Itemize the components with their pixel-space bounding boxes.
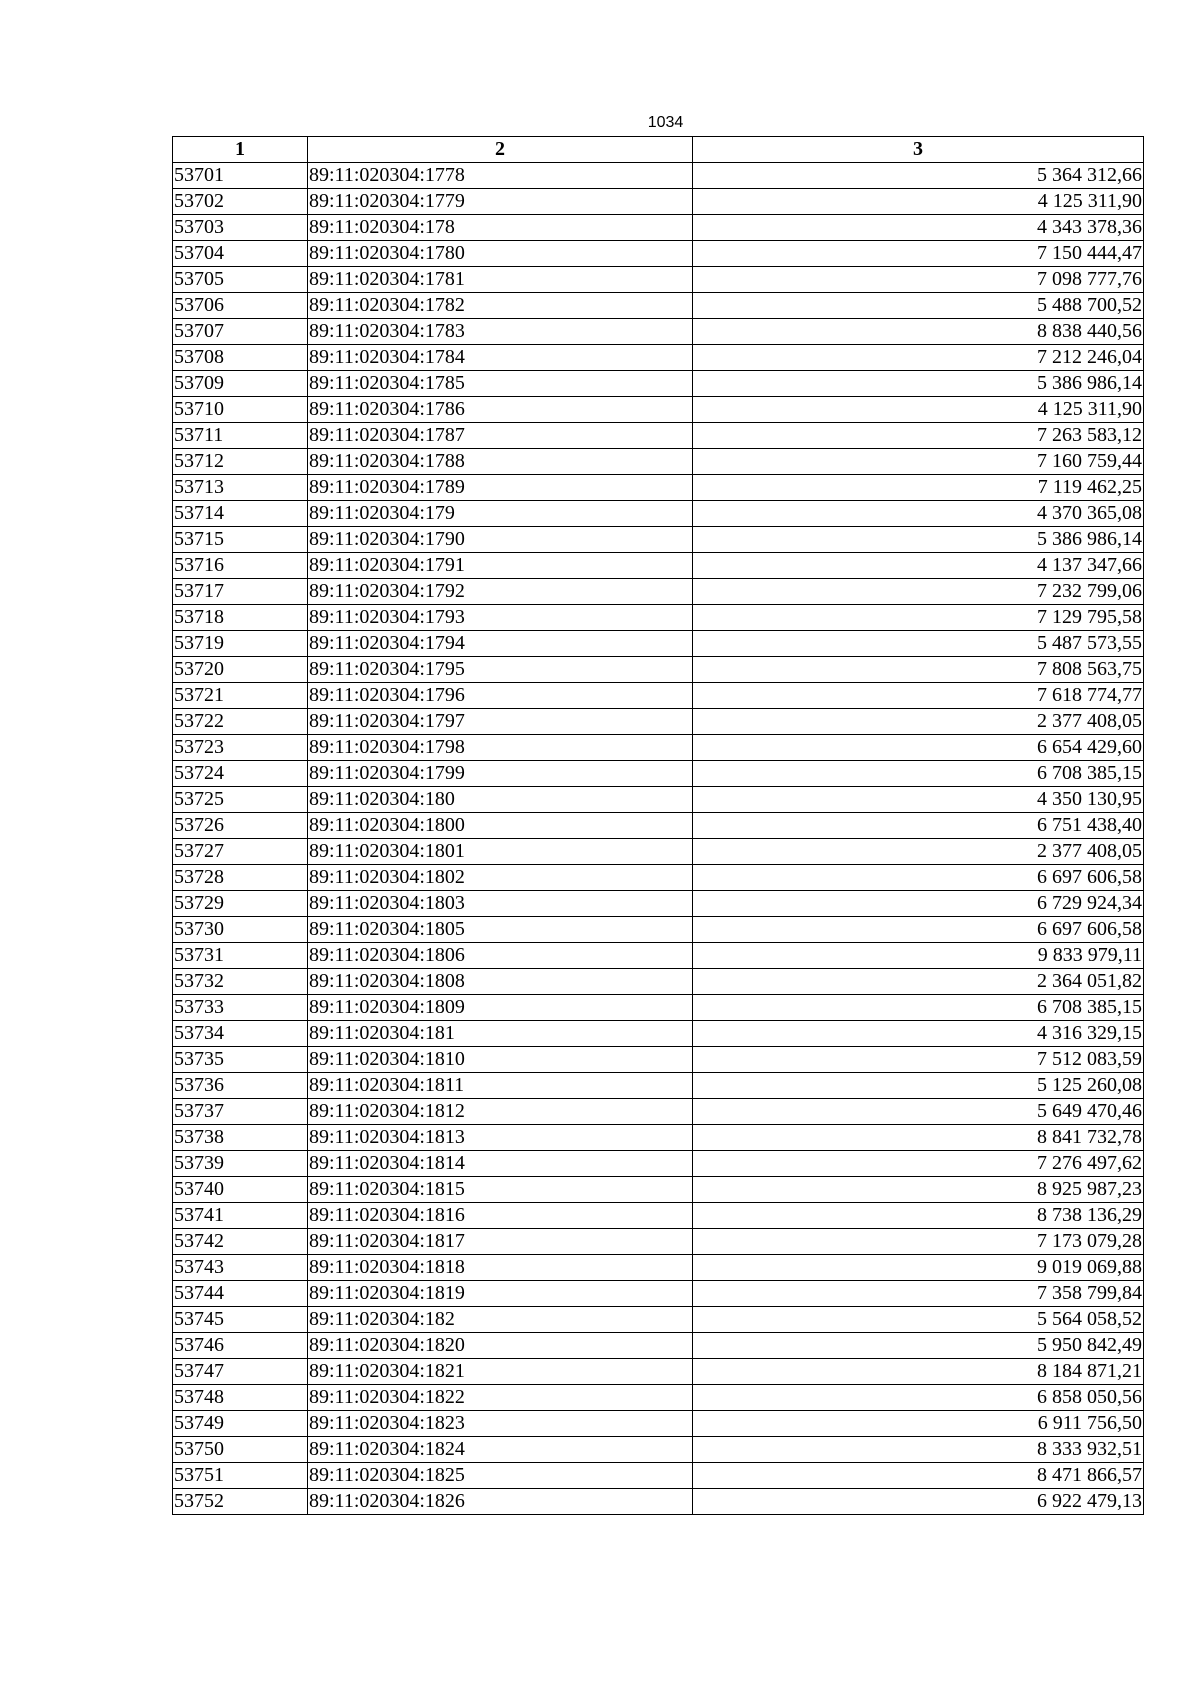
row-number-cell: 53705	[173, 267, 308, 293]
value-cell: 2 377 408,05	[693, 709, 1144, 735]
row-number-cell: 53741	[173, 1203, 308, 1229]
value-cell: 5 649 470,46	[693, 1099, 1144, 1125]
cadastral-number-cell: 89:11:020304:1798	[308, 735, 693, 761]
cadastral-number-cell: 89:11:020304:1826	[308, 1489, 693, 1515]
cadastral-number-cell: 89:11:020304:181	[308, 1021, 693, 1047]
value-cell: 7 618 774,77	[693, 683, 1144, 709]
table-row	[173, 345, 1144, 371]
table-row	[173, 813, 1144, 839]
value-cell: 4 343 378,36	[693, 215, 1144, 241]
row-number-cell: 53704	[173, 241, 308, 267]
value-cell: 6 697 606,58	[693, 917, 1144, 943]
cadastral-number-cell: 89:11:020304:1823	[308, 1411, 693, 1437]
table-row	[173, 397, 1144, 423]
row-number-cell: 53745	[173, 1307, 308, 1333]
value-cell: 7 358 799,84	[693, 1281, 1144, 1307]
value-cell: 6 708 385,15	[693, 761, 1144, 787]
column-header-1: 1	[173, 137, 308, 163]
cadastral-number-cell: 89:11:020304:1817	[308, 1229, 693, 1255]
cadastral-number-cell: 89:11:020304:1808	[308, 969, 693, 995]
row-number-cell: 53728	[173, 865, 308, 891]
table-row	[173, 995, 1144, 1021]
cadastral-number-cell: 89:11:020304:1779	[308, 189, 693, 215]
table-row	[173, 241, 1144, 267]
table-row	[173, 319, 1144, 345]
cadastral-number-cell: 89:11:020304:1816	[308, 1203, 693, 1229]
row-number-cell: 53737	[173, 1099, 308, 1125]
cadastral-number-cell: 89:11:020304:1793	[308, 605, 693, 631]
table-row	[173, 1229, 1144, 1255]
table-row	[173, 735, 1144, 761]
table-row	[173, 1073, 1144, 1099]
row-number-cell: 53712	[173, 449, 308, 475]
cadastral-number-cell: 89:11:020304:1794	[308, 631, 693, 657]
cadastral-number-cell: 89:11:020304:1784	[308, 345, 693, 371]
table-row	[173, 1047, 1144, 1073]
table-row	[173, 709, 1144, 735]
cadastral-number-cell: 89:11:020304:1800	[308, 813, 693, 839]
page-number: 1034	[647, 114, 684, 131]
cadastral-number-cell: 89:11:020304:1810	[308, 1047, 693, 1073]
cadastral-number-cell: 89:11:020304:1782	[308, 293, 693, 319]
row-number-cell: 53751	[173, 1463, 308, 1489]
table-row	[173, 1489, 1144, 1515]
cadastral-number-cell: 89:11:020304:1811	[308, 1073, 693, 1099]
row-number-cell: 53719	[173, 631, 308, 657]
table-row	[173, 553, 1144, 579]
table-row	[173, 189, 1144, 215]
row-number-cell: 53715	[173, 527, 308, 553]
cadastral-number-cell: 89:11:020304:1820	[308, 1333, 693, 1359]
cadastral-number-cell: 89:11:020304:1812	[308, 1099, 693, 1125]
table-row	[173, 1437, 1144, 1463]
value-cell: 7 212 246,04	[693, 345, 1144, 371]
row-number-cell: 53748	[173, 1385, 308, 1411]
row-number-cell: 53747	[173, 1359, 308, 1385]
table-row	[173, 865, 1144, 891]
cadastral-number-cell: 89:11:020304:1796	[308, 683, 693, 709]
value-cell: 9 833 979,11	[693, 943, 1144, 969]
row-number-cell: 53711	[173, 423, 308, 449]
value-cell: 6 708 385,15	[693, 995, 1144, 1021]
cadastral-number-cell: 89:11:020304:178	[308, 215, 693, 241]
value-cell: 7 808 563,75	[693, 657, 1144, 683]
value-cell: 4 316 329,15	[693, 1021, 1144, 1047]
row-number-cell: 53714	[173, 501, 308, 527]
table-row	[173, 1411, 1144, 1437]
table-row	[173, 969, 1144, 995]
row-number-cell: 53702	[173, 189, 308, 215]
row-number-cell: 53734	[173, 1021, 308, 1047]
table-row	[173, 761, 1144, 787]
table-row	[173, 1281, 1144, 1307]
row-number-cell: 53716	[173, 553, 308, 579]
row-number-cell: 53722	[173, 709, 308, 735]
row-number-cell: 53707	[173, 319, 308, 345]
cadastral-number-cell: 89:11:020304:1790	[308, 527, 693, 553]
table-header-row	[173, 137, 1144, 163]
value-cell: 5 487 573,55	[693, 631, 1144, 657]
table-row	[173, 293, 1144, 319]
row-number-cell: 53743	[173, 1255, 308, 1281]
cadastral-number-cell: 89:11:020304:1780	[308, 241, 693, 267]
cadastral-number-cell: 89:11:020304:1825	[308, 1463, 693, 1489]
row-number-cell: 53742	[173, 1229, 308, 1255]
value-cell: 6 729 924,34	[693, 891, 1144, 917]
row-number-cell: 53724	[173, 761, 308, 787]
row-number-cell: 53713	[173, 475, 308, 501]
table-row	[173, 1359, 1144, 1385]
value-cell: 7 173 079,28	[693, 1229, 1144, 1255]
row-number-cell: 53749	[173, 1411, 308, 1437]
cadastral-number-cell: 89:11:020304:1799	[308, 761, 693, 787]
cadastral-number-cell: 89:11:020304:1792	[308, 579, 693, 605]
row-number-cell: 53752	[173, 1489, 308, 1515]
value-cell: 4 350 130,95	[693, 787, 1144, 813]
cadastral-number-cell: 89:11:020304:1821	[308, 1359, 693, 1385]
cadastral-number-cell: 89:11:020304:1806	[308, 943, 693, 969]
cadastral-number-cell: 89:11:020304:1813	[308, 1125, 693, 1151]
cadastral-number-cell: 89:11:020304:1805	[308, 917, 693, 943]
value-cell: 5 386 986,14	[693, 371, 1144, 397]
cadastral-number-cell: 89:11:020304:1814	[308, 1151, 693, 1177]
table-row	[173, 1463, 1144, 1489]
value-cell: 6 922 479,13	[693, 1489, 1144, 1515]
row-number-cell: 53733	[173, 995, 308, 1021]
cadastral-number-cell: 89:11:020304:1803	[308, 891, 693, 917]
table-row	[173, 1255, 1144, 1281]
cadastral-number-cell: 89:11:020304:1783	[308, 319, 693, 345]
value-cell: 7 150 444,47	[693, 241, 1144, 267]
row-number-cell: 53701	[173, 163, 308, 189]
row-number-cell: 53727	[173, 839, 308, 865]
table-row	[173, 163, 1144, 189]
table-row	[173, 1333, 1144, 1359]
row-number-cell: 53703	[173, 215, 308, 241]
cadastral-number-cell: 89:11:020304:179	[308, 501, 693, 527]
table-row	[173, 1385, 1144, 1411]
table-row	[173, 267, 1144, 293]
table-row	[173, 943, 1144, 969]
table-row	[173, 683, 1144, 709]
table-row	[173, 1177, 1144, 1203]
value-cell: 8 838 440,56	[693, 319, 1144, 345]
column-header-3: 3	[693, 137, 1144, 163]
value-cell: 4 125 311,90	[693, 397, 1144, 423]
table-row	[173, 449, 1144, 475]
cadastral-number-cell: 89:11:020304:1795	[308, 657, 693, 683]
cadastral-number-cell: 89:11:020304:1797	[308, 709, 693, 735]
cadastral-number-cell: 89:11:020304:1818	[308, 1255, 693, 1281]
cadastral-number-cell: 89:11:020304:1781	[308, 267, 693, 293]
row-number-cell: 53735	[173, 1047, 308, 1073]
value-cell: 8 471 866,57	[693, 1463, 1144, 1489]
row-number-cell: 53750	[173, 1437, 308, 1463]
cadastral-number-cell: 89:11:020304:1778	[308, 163, 693, 189]
cadastral-number-cell: 89:11:020304:1786	[308, 397, 693, 423]
table-row	[173, 657, 1144, 683]
value-cell: 8 925 987,23	[693, 1177, 1144, 1203]
table-row	[173, 371, 1144, 397]
row-number-cell: 53723	[173, 735, 308, 761]
row-number-cell: 53731	[173, 943, 308, 969]
cadastral-number-cell: 89:11:020304:1815	[308, 1177, 693, 1203]
table-row	[173, 1021, 1144, 1047]
row-number-cell: 53746	[173, 1333, 308, 1359]
table-row	[173, 917, 1144, 943]
row-number-cell: 53720	[173, 657, 308, 683]
row-number-cell: 53726	[173, 813, 308, 839]
cadastral-number-cell: 89:11:020304:1822	[308, 1385, 693, 1411]
value-cell: 9 019 069,88	[693, 1255, 1144, 1281]
table-row	[173, 1099, 1144, 1125]
value-cell: 4 370 365,08	[693, 501, 1144, 527]
value-cell: 6 911 756,50	[693, 1411, 1144, 1437]
table-row	[173, 1125, 1144, 1151]
value-cell: 6 751 438,40	[693, 813, 1144, 839]
data-table	[172, 136, 1144, 1515]
cadastral-number-cell: 89:11:020304:1824	[308, 1437, 693, 1463]
cadastral-number-cell: 89:11:020304:1785	[308, 371, 693, 397]
table-row	[173, 605, 1144, 631]
row-number-cell: 53725	[173, 787, 308, 813]
row-number-cell: 53738	[173, 1125, 308, 1151]
table-row	[173, 579, 1144, 605]
table-row	[173, 423, 1144, 449]
value-cell: 5 386 986,14	[693, 527, 1144, 553]
value-cell: 6 697 606,58	[693, 865, 1144, 891]
row-number-cell: 53729	[173, 891, 308, 917]
row-number-cell: 53706	[173, 293, 308, 319]
value-cell: 6 858 050,56	[693, 1385, 1144, 1411]
value-cell: 8 841 732,78	[693, 1125, 1144, 1151]
value-cell: 7 160 759,44	[693, 449, 1144, 475]
value-cell: 5 564 058,52	[693, 1307, 1144, 1333]
value-cell: 2 377 408,05	[693, 839, 1144, 865]
table-row	[173, 1151, 1144, 1177]
value-cell: 4 137 347,66	[693, 553, 1144, 579]
value-cell: 4 125 311,90	[693, 189, 1144, 215]
value-cell: 7 119 462,25	[693, 475, 1144, 501]
cadastral-number-cell: 89:11:020304:1789	[308, 475, 693, 501]
value-cell: 8 184 871,21	[693, 1359, 1144, 1385]
row-number-cell: 53740	[173, 1177, 308, 1203]
table-row	[173, 839, 1144, 865]
cadastral-number-cell: 89:11:020304:1819	[308, 1281, 693, 1307]
table-row	[173, 891, 1144, 917]
value-cell: 7 232 799,06	[693, 579, 1144, 605]
table-row	[173, 215, 1144, 241]
column-header-2: 2	[308, 137, 693, 163]
row-number-cell: 53744	[173, 1281, 308, 1307]
row-number-cell: 53708	[173, 345, 308, 371]
value-cell: 7 512 083,59	[693, 1047, 1144, 1073]
table-row	[173, 631, 1144, 657]
row-number-cell: 53709	[173, 371, 308, 397]
cadastral-number-cell: 89:11:020304:1809	[308, 995, 693, 1021]
row-number-cell: 53730	[173, 917, 308, 943]
row-number-cell: 53736	[173, 1073, 308, 1099]
table-row	[173, 527, 1144, 553]
value-cell: 5 950 842,49	[693, 1333, 1144, 1359]
cadastral-number-cell: 89:11:020304:1802	[308, 865, 693, 891]
table-row	[173, 787, 1144, 813]
row-number-cell: 53710	[173, 397, 308, 423]
row-number-cell: 53739	[173, 1151, 308, 1177]
table-body	[173, 163, 1144, 1515]
table-row	[173, 475, 1144, 501]
cadastral-number-cell: 89:11:020304:1801	[308, 839, 693, 865]
table-row	[173, 1307, 1144, 1333]
cadastral-number-cell: 89:11:020304:182	[308, 1307, 693, 1333]
row-number-cell: 53732	[173, 969, 308, 995]
value-cell: 7 276 497,62	[693, 1151, 1144, 1177]
row-number-cell: 53718	[173, 605, 308, 631]
value-cell: 5 125 260,08	[693, 1073, 1144, 1099]
table-row	[173, 501, 1144, 527]
value-cell: 7 263 583,12	[693, 423, 1144, 449]
value-cell: 8 333 932,51	[693, 1437, 1144, 1463]
cadastral-number-cell: 89:11:020304:1788	[308, 449, 693, 475]
value-cell: 6 654 429,60	[693, 735, 1144, 761]
cadastral-number-cell: 89:11:020304:1787	[308, 423, 693, 449]
table-row	[173, 1203, 1144, 1229]
cadastral-number-cell: 89:11:020304:180	[308, 787, 693, 813]
cadastral-number-cell: 89:11:020304:1791	[308, 553, 693, 579]
value-cell: 7 129 795,58	[693, 605, 1144, 631]
value-cell: 8 738 136,29	[693, 1203, 1144, 1229]
value-cell: 2 364 051,82	[693, 969, 1144, 995]
row-number-cell: 53717	[173, 579, 308, 605]
value-cell: 5 364 312,66	[693, 163, 1144, 189]
row-number-cell: 53721	[173, 683, 308, 709]
value-cell: 5 488 700,52	[693, 293, 1144, 319]
value-cell: 7 098 777,76	[693, 267, 1144, 293]
